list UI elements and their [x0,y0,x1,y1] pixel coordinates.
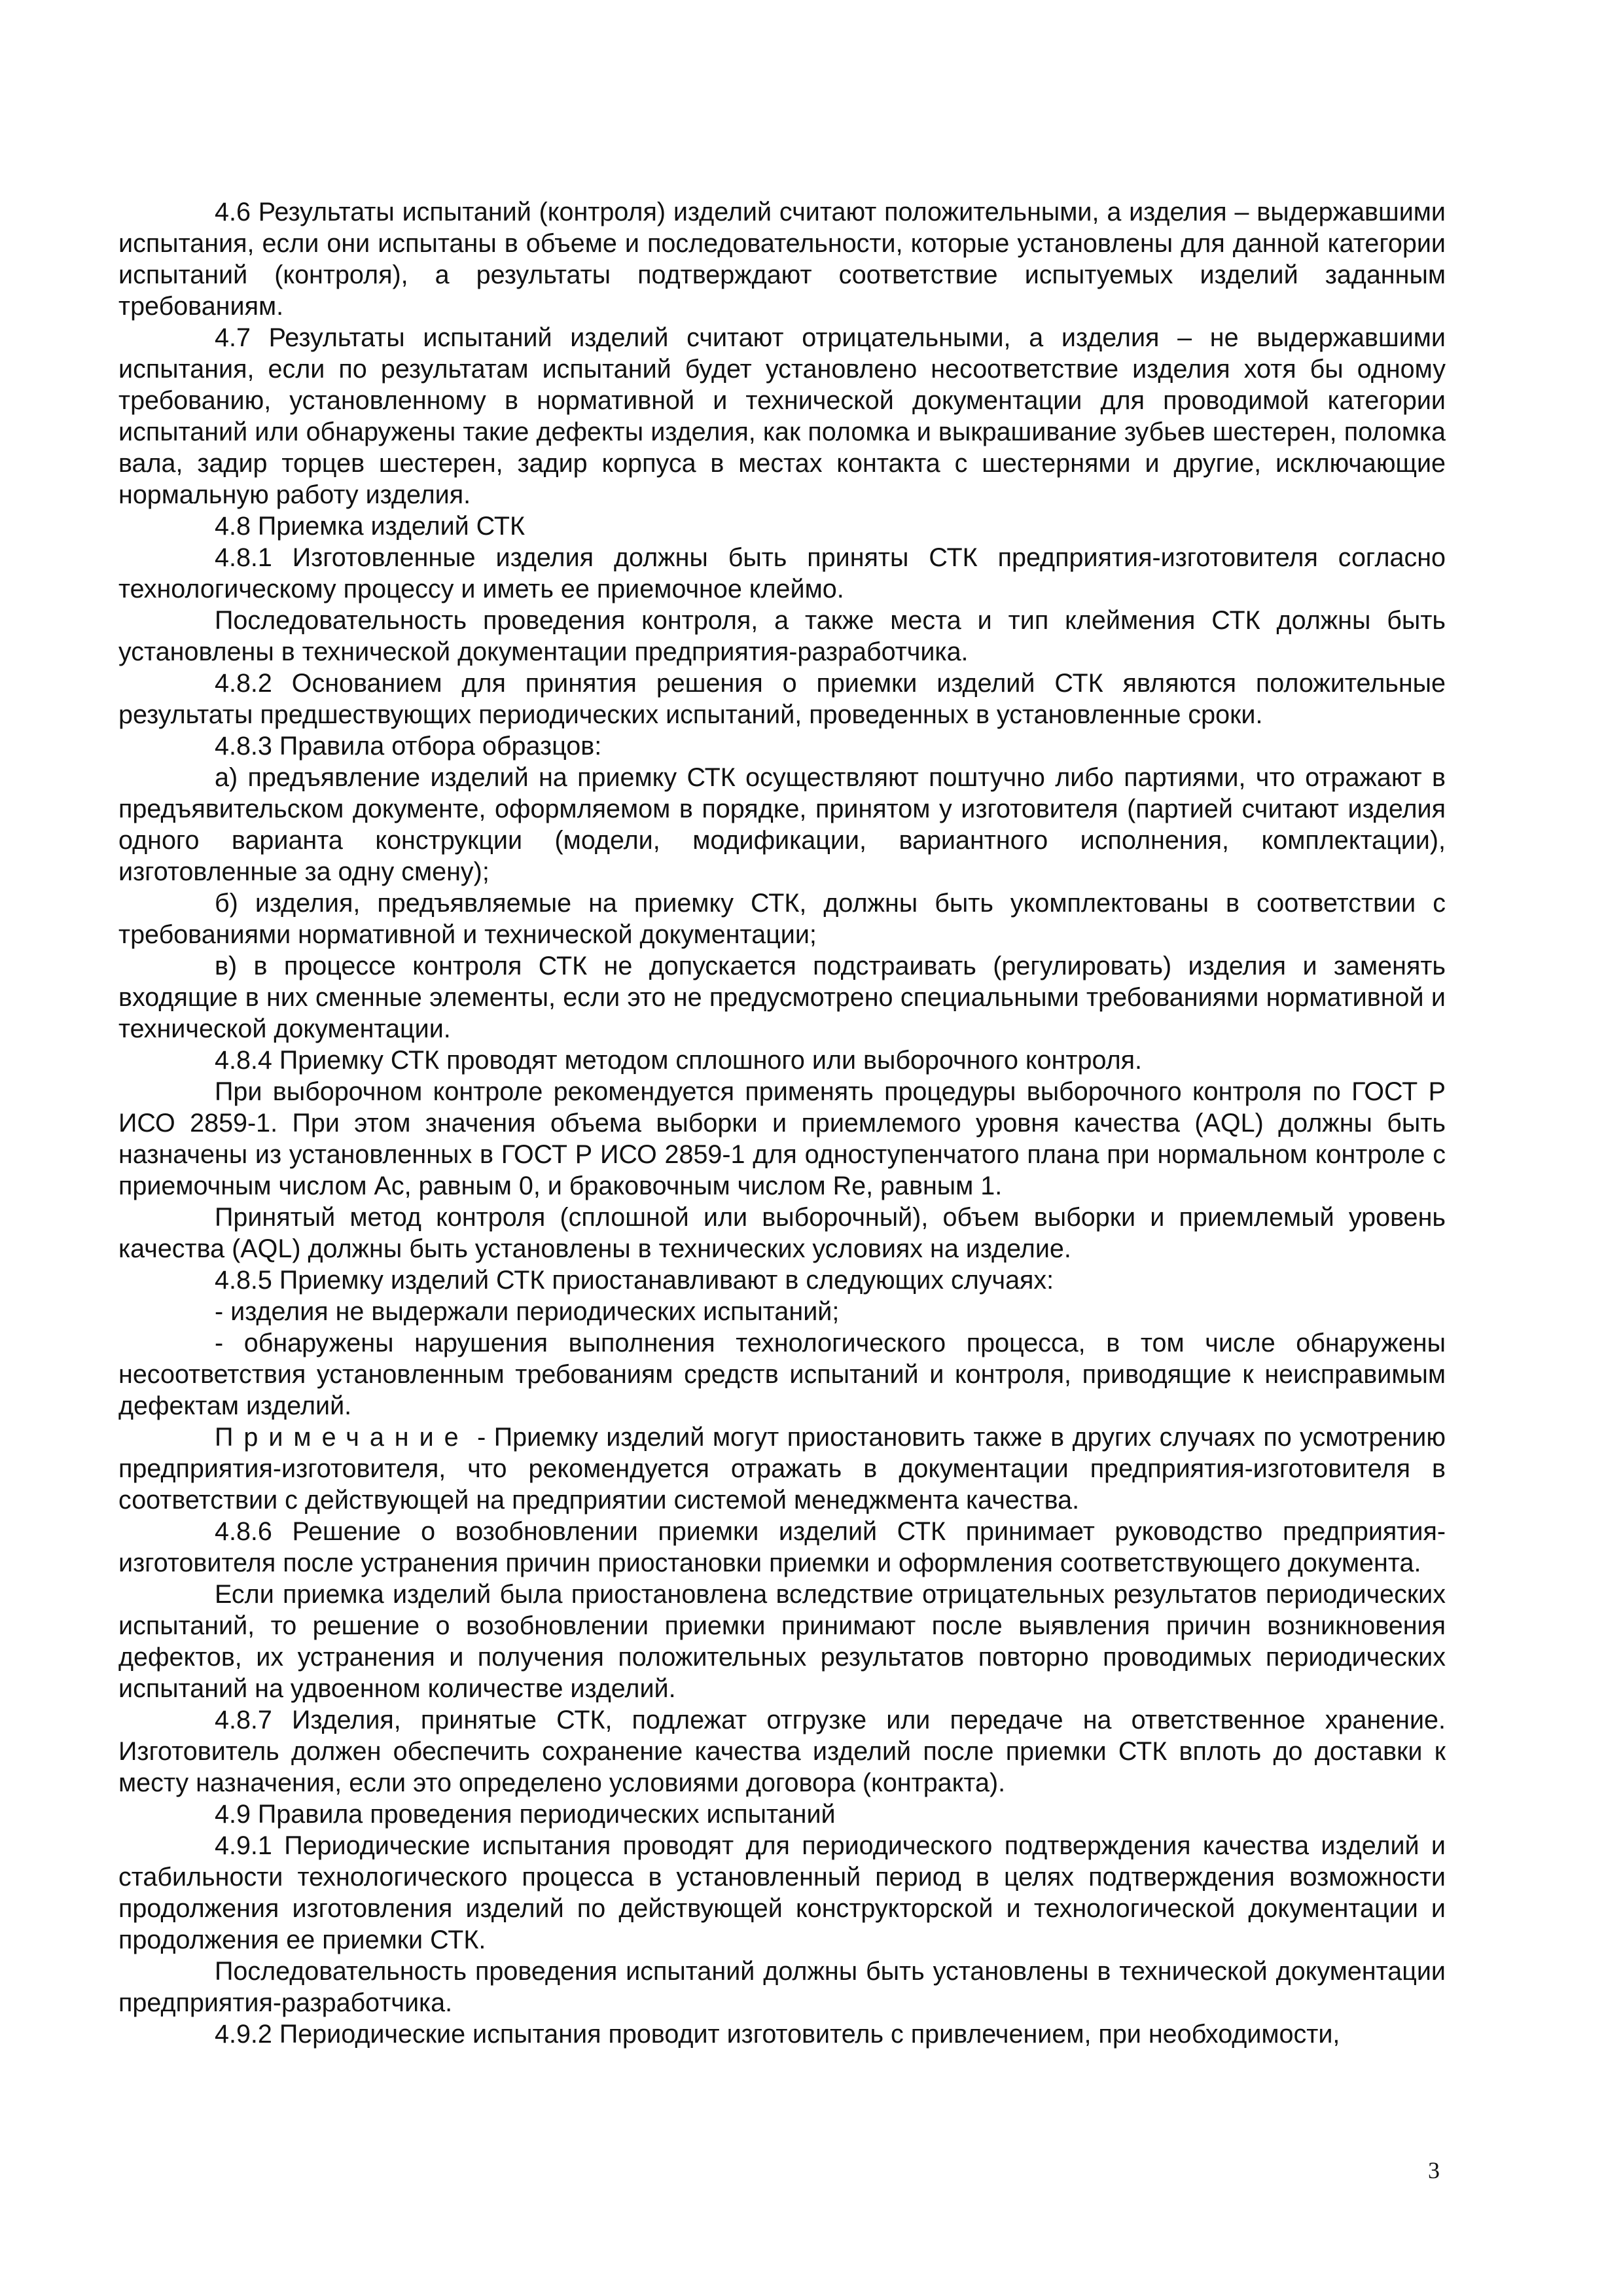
paragraph-4-8-1: 4.8.1 Изготовленные изделия должны быть приняты СТК предприятия-изготовителя согласно технологическому процессу и иметь ее приемочное клеймо. [118,543,1446,603]
paragraph-4-7: 4.7 Результаты испытаний изделий считают отрицательными, а изделия – не выдержавшими испытания, если по результатам испытаний будет установлено несоответствие изделия хотя бы одному требованию, установленному в нормативной и технической документации для проводимой категории испытаний или обнаружены такие дефекты изделия, как поломка и выкрашивание зубьев шестерен, поломка вала, задир торцев шестерен, задир корпуса в местах контакта с шестернями и другие, исключающие нормальную работу изделия. [118,323,1446,509]
list-item-dash-1: - изделия не выдержали периодических испытаний; [215,1297,840,1326]
paragraph-4-8-2: 4.8.2 Основанием для принятия решения о приемки изделий СТК являются положительные результаты предшествующих периодических испытаний, проведенных в установленные сроки. [118,669,1446,729]
paragraph-4-8-7: 4.8.7 Изделия, принятые СТК, подлежат отгрузке или передаче на ответственное хранение. Изготовитель должен обеспечить сохранение качества изделий после приемки СТК вплоть до доставки к месту назначения, если это определено условиями договора (контракта). [118,1706,1446,1797]
paragraph-test-sequence: Последовательность проведения испытаний должны быть установлены в технической документации предприятия-разработчика. [118,1957,1446,2017]
paragraph-4-8-3: 4.8.3 Правила отбора образцов: [215,732,602,761]
paragraph-4-9-2: 4.9.2 Периодические испытания проводит изготовитель с привлечением, при необходимости, [215,2020,1340,2049]
paragraph-4-8-6: 4.8.6 Решение о возобновлении приемки изделий СТК принимает руководство предприятия-изготовителя после устранения причин приостановки приемки и оформления соответствующего документа. [118,1517,1446,1577]
note-label: Примечание [215,1423,469,1452]
page-number: 3 [1428,2157,1440,2183]
document-body [118,196,1446,2050]
list-item-a: а) предъявление изделий на приемку СТК осуществляют поштучно либо партиями, что отражают в предъявительском документе, оформляемом в порядке, принятом у изготовителя (партией считают изделия одного варианта конструкции (модели, модификации, вариантного исполнения, комплектации), изготовленные за одну смену); [118,763,1446,886]
note-text: - Приемку изделий могут приостановить также в других случаях по усмотрению предприятия-изготовителя, что рекомендуется отражать в документации предприятия-изготовителя в соответствии с действующей на предприятии системой менеджмента качества. [118,1423,1446,1515]
heading-4-9: 4.9 Правила проведения периодических испытаний [215,1800,836,1829]
note-paragraph [118,1422,1446,1516]
paragraph-resumption: Если приемка изделий была приостановлена вследствие отрицательных результатов периодических испытаний, то решение о возобновлении приемки принимают после выявления причин возникновения дефектов, их устранения и получения положительных результатов повторно проводимых периодических испытаний на удвоенном количестве изделий. [118,1580,1446,1703]
paragraph-4-9-1: 4.9.1 Периодические испытания проводят для периодического подтверждения качества изделий и стабильности технологического процесса в установленный период в целях подтверждения возможности продолжения изготовления изделий по действующей конструкторской и технологической документации и продолжения ее приемки СТК. [118,1831,1446,1954]
heading-4-8: 4.8 Приемка изделий СТК [215,512,526,541]
list-item-v: в) в процессе контроля СТК не допускается подстраивать (регулировать) изделия и заменять входящие в них сменные элементы, если это не предусмотрено специальными требованиями нормативной и технической документации. [118,952,1446,1043]
paragraph-4-8-1-sequence: Последовательность проведения контроля, а также места и тип клеймения СТК должны быть установлены в технической документации предприятия-разработчика. [118,606,1446,666]
paragraph-control-method: Принятый метод контроля (сплошной или выборочный), объем выборки и приемлемый уровень качества (AQL) должны быть установлены в технических условиях на изделие. [118,1203,1446,1263]
paragraph-4-8-5: 4.8.5 Приемку изделий СТК приостанавливают в следующих случаях: [215,1266,1054,1295]
list-item-b: б) изделия, предъявляемые на приемку СТК, должны быть укомплектованы в соответствии с требованиями нормативной и технической документации; [118,889,1446,949]
paragraph-4-8-4: 4.8.4 Приемку СТК проводят методом сплошного или выборочного контроля. [215,1046,1142,1075]
list-item-dash-2: - обнаружены нарушения выполнения технологического процесса, в том числе обнаружены несоответствия установленным требованиям средств испытаний и контроля, приводящие к неисправимым дефектам изделий. [118,1329,1446,1420]
paragraph-4-6: 4.6 Результаты испытаний (контроля) изделий считают положительными, а изделия – выдержавшими испытания, если они испытаны в объеме и последовательности, которые установлены для данной категории испытаний (контроля), а результаты подтверждают соответствие испытуемых изделий заданным требованиям. [118,198,1446,321]
paragraph-sampling-control: При выборочном контроле рекомендуется применять процедуры выборочного контроля по ГОСТ Р ИСО 2859-1. При этом значения объема выборки и приемлемого уровня качества (AQL) должны быть назначены из установленных в ГОСТ Р ИСО 2859-1 для одноступенчатого плана при нормальном контроле с приемочным числом Ас, равным 0, и браковочным числом Re, равным 1. [118,1077,1446,1200]
